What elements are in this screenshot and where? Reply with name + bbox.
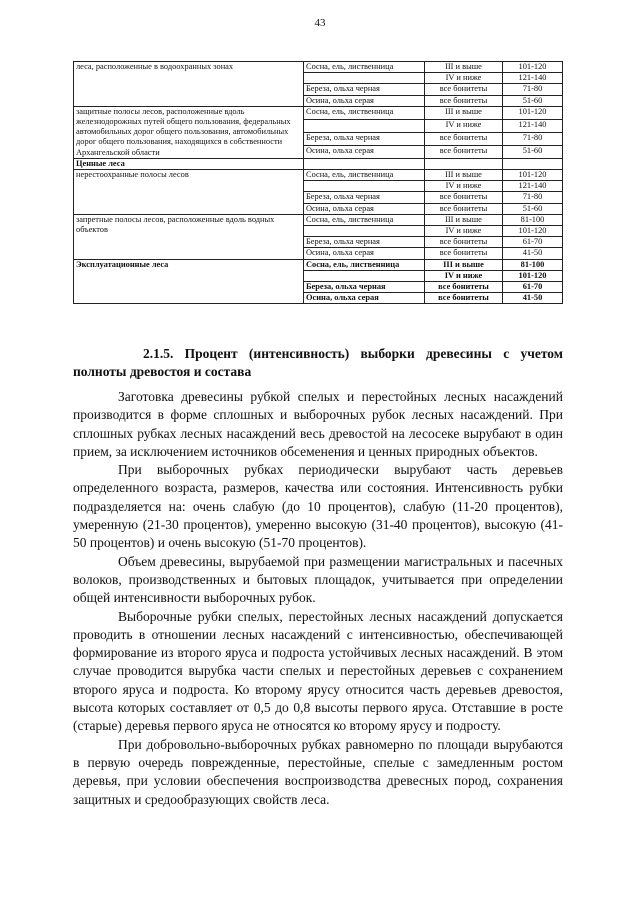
species-cell: Сосна, ель, лиственница	[304, 106, 425, 119]
forest-category-cell: Ценные леса	[74, 158, 304, 169]
harvest-age-cell: 61-70	[503, 282, 563, 293]
species-cell: Сосна, ель, лиственница	[304, 214, 425, 225]
harvest-age-cell: 121-140	[503, 181, 563, 192]
species-cell: Сосна, ель, лиственница	[304, 259, 425, 270]
harvest-age-cell: 41-50	[503, 293, 563, 304]
species-cell: Сосна, ель, лиственница	[304, 170, 425, 181]
species-cell	[304, 119, 425, 132]
harvest-age-cell: 101-120	[503, 226, 563, 237]
forest-category-cell: защитные полосы лесов, расположенные вдоль железнодорожных путей общего пользования, федеральных автомобильных дорог общего пользования, автомобильных дорог общего пользования, находящихся в собственности Архангельской области	[74, 106, 304, 158]
harvest-age-cell: 101-120	[503, 62, 563, 73]
bonitet-cell: все бонитеты	[425, 145, 503, 158]
bonitet-cell: IV и ниже	[425, 181, 503, 192]
bonitet-cell: IV и ниже	[425, 73, 503, 84]
section-body	[73, 388, 563, 809]
forest-category-cell: леса, расположенные в водоохранных зонах	[74, 62, 304, 107]
harvest-age-cell: 101-120	[503, 270, 563, 281]
bonitet-cell: IV и ниже	[425, 226, 503, 237]
harvest-age-cell: 71-80	[503, 84, 563, 95]
table-row	[74, 214, 563, 225]
bonitet-cell	[425, 158, 503, 169]
harvest-age-cell: 71-80	[503, 132, 563, 145]
body-paragraph: При выборочных рубках периодически вырубают часть деревьев определенного возраста, размеров, качества или состояния. Интенсивность рубки подразделяется на: очень слабую (до 10 процентов), слабую (11-20 процентов), умеренную (21-30 процентов), умеренно высокую (31-40 процентов), высокую (41-50 процентов) и очень высокую (51-70 процентов).	[73, 462, 563, 551]
harvest-age-cell: 51-60	[503, 203, 563, 214]
bonitet-cell: IV и ниже	[425, 119, 503, 132]
bonitet-cell: все бонитеты	[425, 84, 503, 95]
species-cell	[304, 181, 425, 192]
table-row	[74, 259, 563, 270]
forest-category-cell: Эксплуатационные леса	[74, 259, 304, 304]
table-row	[74, 158, 563, 169]
bonitet-cell: III и выше	[425, 62, 503, 73]
bonitet-cell: III и выше	[425, 170, 503, 181]
section-heading-line1: 2.1.5. Процент (интенсивность) выборки древесины с учетом	[143, 346, 563, 361]
species-cell	[304, 270, 425, 281]
bonitet-cell: все бонитеты	[425, 293, 503, 304]
bonitet-cell: все бонитеты	[425, 95, 503, 106]
species-cell	[304, 158, 425, 169]
harvest-age-cell: 51-60	[503, 145, 563, 158]
bonitet-cell: IV и ниже	[425, 270, 503, 281]
body-paragraph: Объем древесины, вырубаемой при размещении магистральных и пасечных волоков, производственных и бытовых площадок, учитывается при определении общей интенсивности выборочных рубок.	[73, 553, 563, 606]
harvest-age-cell: 71-80	[503, 192, 563, 203]
species-cell: Береза, ольха черная	[304, 282, 425, 293]
bonitet-cell: III и выше	[425, 259, 503, 270]
bonitet-cell: III и выше	[425, 214, 503, 225]
harvest-age-cell: 41-50	[503, 248, 563, 259]
species-cell: Осина, ольха серая	[304, 95, 425, 106]
forest-category-cell: запретные полосы лесов, расположенные вдоль водных объектов	[74, 214, 304, 259]
bonitet-cell: III и выше	[425, 106, 503, 119]
species-cell: Осина, ольха серая	[304, 203, 425, 214]
forest-category-cell: нерестоохранные полосы лесов	[74, 170, 304, 215]
harvest-age-table	[73, 61, 563, 304]
table-row	[74, 170, 563, 181]
harvest-age-table-body	[74, 62, 563, 304]
species-cell: Осина, ольха серая	[304, 248, 425, 259]
bonitet-cell: все бонитеты	[425, 132, 503, 145]
bonitet-cell: все бонитеты	[425, 248, 503, 259]
harvest-age-cell: 51-60	[503, 95, 563, 106]
species-cell: Осина, ольха серая	[304, 145, 425, 158]
page-number: 43	[314, 17, 326, 29]
harvest-age-cell: 101-120	[503, 106, 563, 119]
bonitet-cell: все бонитеты	[425, 282, 503, 293]
harvest-age-cell: 101-120	[503, 170, 563, 181]
bonitet-cell: все бонитеты	[425, 203, 503, 214]
species-cell: Береза, ольха черная	[304, 237, 425, 248]
bonitet-cell: все бонитеты	[425, 192, 503, 203]
harvest-age-cell: 121-140	[503, 73, 563, 84]
species-cell: Сосна, ель, лиственница	[304, 62, 425, 73]
species-cell: Осина, ольха серая	[304, 293, 425, 304]
section-heading-line2: полноты древостоя и состава	[73, 364, 252, 379]
species-cell	[304, 73, 425, 84]
species-cell: Береза, ольха черная	[304, 192, 425, 203]
harvest-age-cell: 81-100	[503, 214, 563, 225]
body-paragraph: Выборочные рубки спелых, перестойных лесных насаждений допускается проводить в отношении лесных насаждений с интенсивностью, обеспечивающей формирование из второго яруса и подроста устойчивых лесных насаждений. В этом случае проводится вырубка части спелых и перестойных деревьев с сохранением второго яруса и подроста. Ко второму ярусу относится часть деревьев древостоя, высота которых составляет от 0,5 до 0,8 высоты первого яруса. Отставшие в росте (старые) деревья первого яруса не относятся ко второму ярусу и подросту.	[73, 608, 563, 734]
section-heading	[73, 345, 563, 381]
species-cell	[304, 226, 425, 237]
harvest-age-cell: 81-100	[503, 259, 563, 270]
species-cell: Береза, ольха черная	[304, 84, 425, 95]
table-row	[74, 62, 563, 73]
body-paragraph: При добровольно-выборочных рубках равномерно по площади вырубаются в первую очередь поврежденные, перестойные, спелые с замедленным ростом деревья, при условии обеспечения воспроизводства древесных пород, сохранения защитных и средообразующих свойств леса.	[73, 736, 563, 807]
species-cell: Береза, ольха черная	[304, 132, 425, 145]
harvest-age-cell: 61-70	[503, 237, 563, 248]
bonitet-cell: все бонитеты	[425, 237, 503, 248]
table-row	[74, 106, 563, 119]
harvest-age-cell	[503, 158, 563, 169]
body-paragraph: Заготовка древесины рубкой спелых и перестойных лесных насаждений производится в форме сплошных и выборочных рубок лесных насаждений. При сплошных рубках лесных насаждений весь древостой на лесосеке вырубают в один прием, за исключением источников обсеменения и ценных природных объектов.	[73, 389, 563, 459]
harvest-age-cell: 121-140	[503, 119, 563, 132]
